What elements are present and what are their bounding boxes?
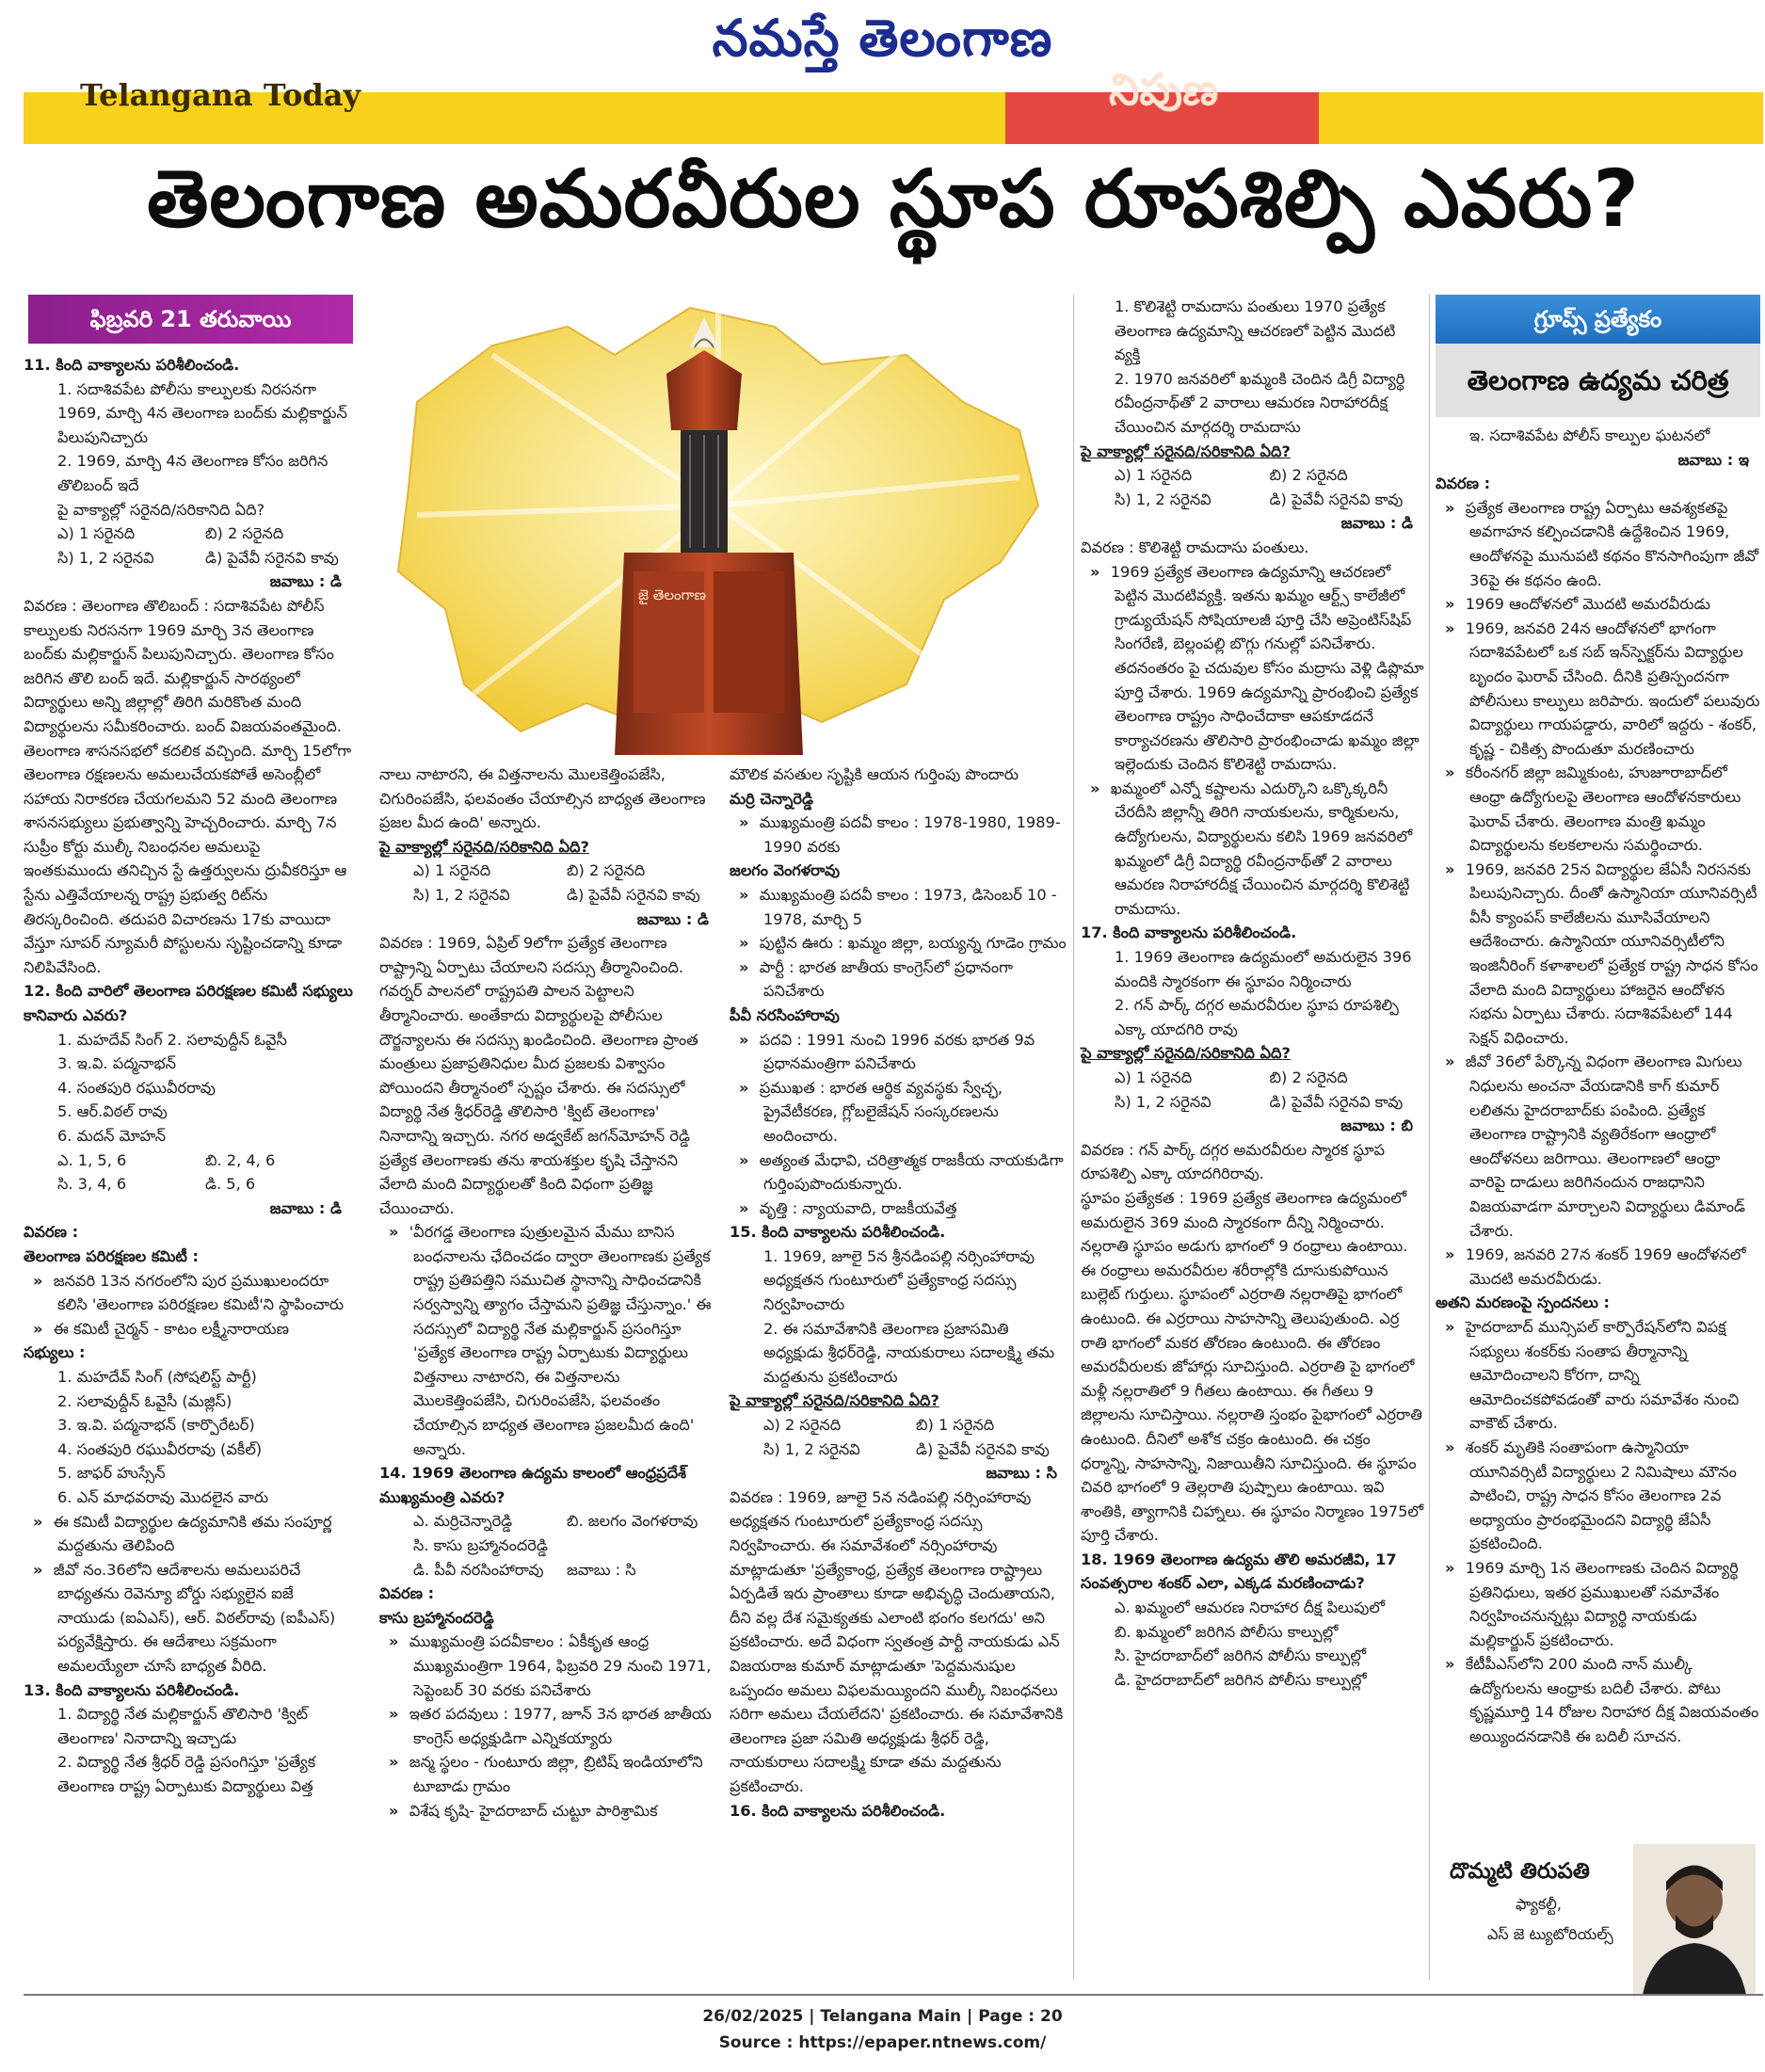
statement-text: సి. హైదరాబాద్‌లో జరిగిన పోలీసు కాల్పుల్లో — [1115, 1646, 1367, 1665]
statement-text: 1. 1969, జూలై 5న శ్రీనడింపల్లి నర్సింహారావు అధ్యక్షతన గుంటూరులో ప్రత్యేకాంధ్ర సదస్సు నిర్వహించారు — [763, 1246, 1035, 1314]
bullet-point: » జన్మ స్థలం - గుంటూరు జిల్లా, బ్రిటిష్ ఇండియాలోని టూబాడు గ్రామం — [379, 1750, 720, 1798]
groups-subtitle: తెలంగాణ ఉద్యమ చరిత్ర — [1436, 344, 1760, 417]
option-text: డి. పీవీ నరసింహారావు — [413, 1560, 544, 1579]
option-text: డి) పైవేవీ సరైనవి కావు — [205, 548, 339, 567]
answer-options — [1081, 488, 1424, 512]
bullet-point: » 'వీరగడ్డ తెలంగాణ పుత్రులమైన మేము బానిస బంధనాలను ఛేదించడం ద్వారా తెలంగాణకు ప్రత్యేక రాష్ట్ర ప్రతిపత్తిని సముచిత స్థానాన్ని సాధించడానికి సర్వస్వాన్ని త్యాగం చేస్తామని ప్రతిజ్ఞ చేస్తున్నాం.' ఈ సదస్సులో విద్యార్థి నేత మల్లికార్జున్ ప్రసంగిస్తూ 'ప్రత్యేక తెలంగాణ రాష్ట్ర ఏర్పాటుకు విద్యార్థులు విత్తనాలు నాటారని, ఈ విత్తనాలను మొలకెత్తింపజేసి, చిగురింపజేసి, ఫలవంతం చేయాల్సిన బాధ్యత తెలంగాణ ప్రజలమీద ఉంది' అన్నారు. — [379, 1220, 720, 1461]
option-text: సి) 1, 2 సరైనవి — [1115, 1092, 1211, 1111]
bullet-point: » 1969, జనవరి 24న ఆందోళనలో భాగంగా సదాశివపేటలో ఒక సబ్ ఇన్‌స్పెక్టర్‌ను విద్యార్థుల బృందం ఘెరావ్ చేసింది. దీనికి ప్రతిస్పందనగా పోలీసులు కాల్పులు జరిపారు. ఇందులో పలువురు విద్యార్థులు గాయపడ్డారు, వారిలో ఇద్దరు - శంకర్, కృష్ణ - చికిత్స పొందుతూ మరణించారు — [1436, 617, 1760, 762]
bullet-point: » 1969 ఆందోళనలో మొదటి అమరవీరుడు — [1436, 592, 1760, 617]
groups-special-tag: గ్రూప్స్ ప్రత్యేకం — [1436, 295, 1760, 344]
question-prompt: పై వాక్యాల్లో సరైనది/సరికానిది ఏది? — [379, 837, 589, 856]
option-text: సి) 1, 2 సరైనవి — [57, 548, 154, 567]
question-text: మర్రి చెన్నారెడ్డి — [730, 789, 813, 808]
question-text: 18. 1969 తెలంగాణ ఉద్యమ తొలి అమరజీవి, 17 సంవత్సరాల శంకర్ ఎలా, ఎక్కడ మరణించాడు? — [1081, 1550, 1397, 1593]
option-text: బి) 2 సరైనది — [567, 861, 646, 880]
question-text: కాసు బ్రహ్మానందరెడ్డి — [379, 1608, 494, 1627]
question-text: 16. కింది వాక్యాలను పరిశీలించండి. — [730, 1801, 946, 1820]
option-text: డి. 5, 6 — [205, 1175, 256, 1194]
masthead-title: నమస్తే తెలంగాణ — [712, 8, 1053, 68]
bullet-point: » శంకర్ మృతికి సంతాపంగా ఉస్మానియా యూనివర్సిటీ విద్యార్థులు 2 నిమిషాలు మౌనం పాటించి, రాష్ట్ర సాధన కోసం తెలంగాణ 2వ అధ్యాయం ప్రారంభమైందని విద్యార్థి జేఏసీ ప్రకటించింది. — [1436, 1436, 1760, 1556]
question-text: వివరణ : — [1436, 474, 1491, 493]
option-text: బి) 1 సరైనది — [916, 1416, 995, 1435]
question-text: 11. కింది వాక్యాలను పరిశీలించండి. — [24, 356, 240, 374]
answer-line: జవాబు : డి — [269, 1198, 342, 1217]
option-text: సి) 1, 2 సరైనవి — [763, 1439, 860, 1458]
bullet-point: » పదవి : 1991 నుంచి 1996 వరకు భారత 9వ ప్రధానమంత్రిగా పనిచేశారు — [730, 1028, 1068, 1076]
footer-divider — [24, 1994, 1763, 1996]
paragraph-text: మౌలిక వసతుల సృష్టికి ఆయన గుర్తింపు పొందారు — [730, 765, 1019, 783]
paragraph-text: నాలు నాటారని, ఈ విత్తనాలను మొలకెత్తింపజేసి, చిగురింపజేసి, ఫలవంతం చేయాల్సిన బాధ్యత తెలంగాణ ప్రజల మీద ఉంది' అన్నారు. — [379, 765, 706, 832]
option-text: బి. జలగం వెంగళరావు — [567, 1512, 698, 1531]
banner-mid-block — [1005, 64, 1319, 144]
statement-text: 3. ఇ.వి. పద్మనాభన్ (కార్పొరేటర్) — [57, 1416, 255, 1435]
bullet-point: » పార్టీ : భారత జాతీయ కాంగ్రెస్‌లో ప్రధానంగా పనిచేశారు — [730, 956, 1068, 1004]
statement-text: 1. మహదేవ్ సింగ్ 2. సలావుద్దీన్ ఓవైసీ — [57, 1030, 287, 1049]
option-text: బి. 2, 4, 6 — [205, 1150, 276, 1169]
footer-date-line: 26/02/2025 | Telangana Main | Page : 20 — [702, 2007, 1063, 2026]
column-1 — [24, 295, 353, 1799]
statement-text: 1. సదాశివపేట పోలీసు కాల్పులకు నిరసనగా 1969, మార్చి 4న తెలంగాణ బంద్‌కు మల్లికార్జున్ పిలుపునిచ్చారు — [57, 379, 347, 446]
answer-options — [24, 1172, 353, 1197]
column-3 — [730, 763, 1068, 1823]
option-text: బి) 2 సరైనది — [1269, 466, 1348, 485]
answer-options — [730, 1438, 1068, 1462]
answer-line: జవాబు : డి — [269, 572, 342, 591]
author-name: దొమ్మటి తిరుపతి — [1450, 1859, 1590, 1884]
section-tag: ఫిబ్రవరి 21 తరువాయి — [28, 295, 353, 344]
column-divider — [1429, 295, 1430, 1980]
bullet-point: » 1969 మార్చి 1న తెలంగాణకు చెందిన విద్యార్థి ప్రతినిధులు, ఇతర ప్రముఖులతో సమావేశం నిర్వహించనున్నట్లు విద్యార్థి నాయకుడు మల్లికార్జున్ ప్రకటించారు. — [1436, 1556, 1760, 1652]
avatar — [1633, 1844, 1756, 1995]
column-2 — [379, 763, 720, 1823]
statement-text: డి. హైదరాబాద్‌లో జరిగిన పోలీసు కాల్పుల్లో — [1115, 1670, 1367, 1689]
option-text: సి. 3, 4, 6 — [57, 1175, 127, 1194]
option-text: ఎ. మర్రిచెన్నారెడ్డి — [413, 1512, 513, 1531]
option-text: జవాబు : సి — [567, 1560, 636, 1579]
author-institute: ఎస్ జె ట్యుటోరియల్స్ — [1487, 1925, 1613, 1943]
answer-options — [379, 1509, 720, 1534]
bullet-point: » ప్రత్యేక తెలంగాణ రాష్ట్ర ఏర్పాటు ఆవశ్యకతపై అవగాహన కల్పించడానికి ఉద్దేశించిన 1969, ఆందోళనపై మునుపటి కథనం కొనసాగింపుగా జీవో 36పై ఈ కథనం ఉంది. — [1436, 496, 1760, 592]
statement-text: 2. గన్ పార్క్ దగ్గర అమరవీరుల స్థూప రూపశిల్పి ఎక్కా యాదగిరి రావు — [1115, 996, 1399, 1038]
question-text: వివరణ : — [379, 1584, 435, 1603]
statement-text: 5. జాఫర్ హుస్సేన్ — [57, 1464, 166, 1483]
memorial-illustration — [379, 289, 1052, 755]
option-text: ఎ) 1 సరైనది — [1115, 1068, 1193, 1086]
answer-line: జవాబు : డి — [636, 909, 709, 928]
paragraph-text: వివరణ : తెలంగాణ తొలిబంద్ : సదాశివపేట పోలీస్ కాల్పులకు నిరసనగా 1969 మార్చి 3న తెలంగాణ బంద్‌కు మల్లికార్జున్ పిలుపునిచ్చారు. తెలంగాణ కోసం జరిగిన తొలి బంద్ ఇదే. మల్లికార్జున్ సారథ్యంలో విద్యార్థులు అన్ని జిల్లాల్లో తిరిగి మరికొంత మంది విద్యార్థులను సమీకరించారు. బంద్ విజయవంతమైంది. తెలంగాణ శాసనసభలో కదలిక వచ్చింది. మార్చి 15లోగా తెలంగాణ రక్షణలను అమలుచేయకపోతే అసెంబ్లీలో సహాయ నిరాకరణ చేయగలమని 52 మంది తెలంగాణ శాసనసభ్యులు ప్రభుత్వాన్ని హెచ్చరించారు. మార్చి 7న సుప్రీం కోర్టు ముల్కీ నిబంధనల అమలుపై ఇంతకుముందు తనిచ్చిన స్టే ఉత్తర్వులను ద్రువీకరిస్తూ ఆ స్టేను ఎత్తివేయాలన్న రాష్ట్ర ప్రభుత్వ రిట్‌ను తిరస్కరించింది. తదుపరి విచారణను 17కు వాయిదా వేస్తూ సూపర్ న్యూమరీ పోస్టులను సృష్టించడాన్ని కూడా నిలిపివేసింది. — [24, 596, 352, 976]
question-text: సభ్యులు : — [24, 1343, 86, 1362]
option-text: డి) పైవేవీ సరైనవి కావు — [916, 1439, 1050, 1458]
statement-text: 6. ఎన్ మాధవరావు మొదలైన వారు — [57, 1487, 269, 1506]
option-text: బి) 2 సరైనది — [205, 524, 284, 543]
bullet-point: » వృత్తి : న్యాయవాది, రాజకీయవేత్త — [730, 1197, 1068, 1221]
question-text: 13. కింది వాక్యాలను పరిశీలించండి. — [24, 1680, 240, 1699]
answer-options — [1081, 1090, 1424, 1115]
statement-text: పై వాక్యాల్లో సరైనది/సరికానిది ఏది? — [57, 500, 265, 519]
question-text: తెలంగాణ పరిరక్షణల కమిటీ : — [24, 1246, 200, 1265]
bullet-point: » ముఖ్యమంత్రి పదవీ కాలం : 1978-1980, 1989-1990 వరకు — [730, 811, 1068, 859]
bullet-point: » ఖమ్మంలో ఎన్నో కష్టాలను ఎదుర్కొని ఒక్కొక్కరినీ చేరదీసి జిల్లాన్నీ తిరిగి నాయకులను, కార్మికులను, ఉద్యోగులను, విద్యార్థులను కలిసి 1969 జనవరిలో ఖమ్మంలో డిగ్రీ విద్యార్థి రవీంద్రనాథ్‌తో 2 వారాలు ఆమరణ నిరాహారదీక్ష చేయించిన మార్గదర్శి కొలిశెట్టి రామదాసు. — [1081, 777, 1424, 922]
statement-text: 2. 1970 జనవరిలో ఖమ్మంకి చెందిన డిగ్రీ విద్యార్థి రవీంద్రనాథ్‌తో 2 వారాలు ఆమరణ నిరాహారదీక్ష చేయించిన మార్గదర్శి రామదాసు — [1115, 369, 1405, 436]
answer-options — [24, 522, 353, 546]
column-2-body — [379, 763, 720, 1823]
answer-options — [24, 546, 353, 570]
bullet-point: » ఈ కమిటీ చైర్మన్ - కాటం లక్ష్మీనారాయణ — [24, 1317, 353, 1341]
bullet-point: » జనవరి 13న నగరంలోని పుర ప్రముఖులందరూ కలిసి 'తెలంగాణ పరిరక్షణల కమిటీ'ని స్థాపించారు — [24, 1269, 353, 1317]
question-text: 12. కింది వారిలో తెలంగాణ పరిరక్షణల కమిటీ సభ్యులు కానివారు ఎవరు? — [24, 982, 353, 1025]
statement-text: 3. ఇ.వి. పద్మనాభన్ — [57, 1054, 177, 1073]
option-text: ఎ) 1 సరైనది — [57, 524, 136, 543]
paragraph-text: వివరణ : 1969, ఏప్రిల్ 9లోగా ప్రత్యేక తెలంగాణ రాష్ట్రాన్ని ఏర్పాటు చేయాలని సదస్సు తీర్మానించింది. గవర్నర్ పాలనలో రాష్ట్రపతి పాలన పెట్టాలని తీర్మానించారు. అంతేకాదు విద్యార్థులపై పోలీసుల దౌర్జన్యాలను ఈ సదస్సు ఖండించింది. తెలంగాణ ప్రాంత మంత్రులు ప్రజాప్రతినిధుల మీద ప్రజలకు విశ్వాసం పోయిందని తీర్మానంలో స్పష్టం చేశారు. ఈ సదస్సులో విద్యార్థి నేత శ్రీధర్‌రెడ్డి తొలిసారి 'క్విట్ తెలంగాణ' నినాదాన్ని ఇచ్చారు. నగర అడ్వకేట్ జగన్‌మోహన్ రెడ్డి ప్రత్యేక తెలంగాణకు తను శాయశక్తుల కృషి చేస్తానని వేలాది మంది విద్యార్థులతో కింది విధంగా ప్రతిజ్ఞ చేయించారు. — [379, 934, 698, 1217]
answer-options — [24, 1148, 353, 1173]
bullet-point: » 1969 ప్రత్యేక తెలంగాణ ఉద్యమాన్ని ఆచరణలో పెట్టిన మొదటివ్యక్తి. ఇతను ఖమ్మం ఆర్ట్స్ కాలేజీలో గ్రాడ్యుయేషన్ సోషియాలజీ పూర్తి చేసి అప్రెంటిస్‌షిప్ సింగరేణి, బెల్లంపల్లి బొగ్గు గనుల్లో పనిచేశారు. తదనంతరం పై చదువుల కోసం మద్రాసు వెళ్లి డిప్లొమా పూర్తి చేశారు. 1969 ఉద్యమాన్ని ప్రారంభించి ప్రత్యేక తెలంగాణ రాష్ట్రం సాధించేదాకా ఆపకూడదనే కార్యాచరణను తొలిసారి ప్రారంభించాడు ఖమ్మం జిల్లా ఇల్లెందుకు చెందిన కొలిశెట్టి రామదాసు. — [1081, 560, 1424, 777]
paragraph-text: వివరణ : 1969, జూలై 5న నడింపల్లి నర్సింహారావు అధ్యక్షతన గుంటూరులో ప్రత్యేకాంధ్ర సదస్సు నిర్వహించారు. ఈ సమావేశంలో నర్సింహారావు మాట్లాడుతూ 'ప్రత్యేకాంధ్ర, ప్రత్యేక తెలంగాణ రాష్ట్రాలు ఏర్పడితే ఇరు ప్రాంతాలు కూడా అభివృద్ధి చెందుతాయని, దీని వల్ల దేశ సమైక్యతకు ఎలాంటి భంగం కలగదు' అని ప్రకటించారు. అదే విధంగా స్వతంత్ర పార్టీ నాయకుడు ఎన్ విజయరాజ కుమార్ మాట్లాడుతూ 'పెద్దమనుషుల ఒప్పందం అమలు విఫలమయ్యిందని ముల్కీ నిబంధనలు సరిగా అమలు చేయలేదని' ప్రకటించారు. ఈ సమావేశానికి తెలంగాణ ప్రజా సమితి అధ్యక్షుడు శ్రీధర్ రెడ్డి, నాయకురాలు సదాలక్ష్మి కూడా తమ మద్దతును ప్రకటించారు. — [730, 1487, 1064, 1795]
banner-left-text: Telangana Today — [80, 77, 361, 113]
question-text: 17. కింది వాక్యాలను పరిశీలించండి. — [1081, 924, 1297, 942]
author-box — [1440, 1840, 1763, 2000]
statement-text: 2. 1969, మార్చి 4న తెలంగాణ కోసం జరిగిన తొలిబంద్ ఇదే — [57, 452, 329, 494]
statement-text: 2. విద్యార్థి నేత శ్రీధర్ రెడ్డి ప్రసంగిస్తూ 'ప్రత్యేక తెలంగాణ రాష్ట్ర ఏర్పాటుకు విద్యార్థులు విత్త — [57, 1753, 316, 1796]
statement-text: 2. సలావుద్దీన్ ఓవైసీ (మజ్లిస్) — [57, 1391, 233, 1410]
statement-text: 1. కొలిశెట్టి రామదాసు పంతులు 1970 ప్రత్యేక తెలంగాణ ఉద్యమాన్ని ఆచరణలో పెట్టిన మొదటి వ్యక్తి — [1115, 297, 1396, 364]
page-headline: తెలంగాణ అమరవీరుల స్థూప రూపశిల్పి ఎవరు? — [146, 153, 1641, 245]
option-text: బి) 2 సరైనది — [1269, 1068, 1348, 1086]
banner-mid-text: నిపుణ — [1109, 64, 1219, 115]
question-text: 15. కింది వాక్యాలను పరిశీలించండి. — [730, 1223, 946, 1242]
bullet-point: » 1969, జనవరి 25న విద్యార్థుల జేఏసీ నిరసనకు పిలుపునిచ్చారు. దీంతో ఉస్మానియా యూనివర్సిటీ వీసీ క్యాంపస్ కాలేజీలను మూసివేయాలని ఆదేశించారు. ఉస్మానియా యూనివర్సిటీలోని ఇంజినీరింగ్ కళాశాలలో ప్రత్యేక రాష్ట్ర సాధన కోసం వేలాది మంది విద్యార్థులు హాజరైన ఆందోళన సభను ఏర్పాటు చేశారు. సదాశివపేటలో 144 సెక్షన్ విధించారు. — [1436, 858, 1760, 1051]
paragraph-text: వివరణ : కొలిశెట్టి రామదాసు పంతులు. — [1081, 538, 1309, 556]
paragraph-text: స్థూపం ప్రత్యేకత : 1969 ప్రత్యేక తెలంగాణ ఉద్యమంలో అమరులైన 369 మంది స్మారకంగా దీన్ని నిర్మించారు. నల్లరాతి స్థూపం అడుగు భాగంలో 9 రంధ్రాలు ఉంటాయి. ఈ రంధ్రాలు అమరవీరుల శరీరాల్లోకి దూసుకుపోయిన బుల్లెట్ గుర్తులు. స్థూపంలో ఎర్రరాతి నల్లరాతిపై భాగంలో ఉంటుంది. ఈ ఎర్రరాయి సాహసాన్ని తెలుపుతుంది. ఎర్ర రాతి భాగంలో మకర తోరణం ఉంటుంది. ఈ తోరణం అమరవీరులకు జోహార్లు సూచిస్తుంది. ఎర్రరాతి పై భాగంలో మళ్లీ నల్లరాతిలో 9 గీతలు ఉంటాయి. ఈ గీతలు 9 జిల్లాలను సూచిస్తాయి. నల్లరాతి స్తంభం పైభాగంలో ఎర్రరాతి ఉంటుంది. దీనిలో అశోక చక్రం ఉంటుంది. ఈ చక్రం ధర్మాన్ని, సాహసాన్ని, నిజాయితీని సూచిస్తుంది. ఈ స్థూపం చివరి భాగంలో 9 తెల్లరాతి పుష్పాలు ఉంటాయి. ఇవి శాంతికి, త్యాగానికి చిహ్నాలు. ఈ స్థూపం నిర్మాణం 1975లో పూర్తి చేశారు. — [1081, 1188, 1424, 1545]
question-text: పీవీ నరసింహారావు — [730, 1005, 840, 1024]
option-text: డి) పైవేవీ సరైనవి కావు — [1269, 490, 1404, 508]
author-role: ఫ్యాకల్టీ, — [1516, 1895, 1562, 1913]
statement-text: 6. మదన్ మోహన్ — [57, 1127, 166, 1145]
statement-text: ఇ. సదాశివపేట పోలీస్ కాల్పుల ఘటనలో — [1469, 426, 1710, 444]
answer-options — [379, 859, 720, 883]
bullet-point: » ముఖ్యమంత్రి పదవీ కాలం : 1973, డిసెంబర్ 10 - 1978, మార్చి 5 — [730, 883, 1068, 931]
bullet-point: » విశేష కృషి- హైదరాబాద్ చుట్టూ పారిశ్రామిక — [379, 1799, 720, 1823]
column-1-body — [24, 353, 353, 1799]
question-text: జలగం వెంగళరావు — [730, 861, 841, 880]
statement-text: 5. ఆర్.విఠల్ రావు — [57, 1102, 168, 1121]
bullet-point: » కేటీపీఎస్‌లోని 200 మంది నాన్ ముల్కీ ఉద్యోగులను ఆంధ్రాకు బదిలీ చేశారు. పోటు కృష్ణమూర్తి 14 రోజుల నిరాహార దీక్ష విజయవంతం అయ్యిందనడానికి ఈ బదిలీ సూచన. — [1436, 1652, 1760, 1748]
answer-line: జవాబు : సి — [986, 1464, 1057, 1483]
answer-options — [1081, 1066, 1424, 1090]
bullet-point: » 1969, జనవరి 27న శంకర్ 1969 ఆందోళనలో మొదటి అమరవీరుడు. — [1436, 1243, 1760, 1291]
bullet-point: » ప్రముఖత : భారత ఆర్థిక వ్యవస్థకు స్వేచ్ఛ, ప్రైవేటీకరణ, గ్లోబలైజేషన్ సంస్కరణలను అందించారు. — [730, 1076, 1068, 1148]
answer-line: జవాబు : డి — [1340, 514, 1413, 533]
question-prompt: పై వాక్యాల్లో సరైనది/సరికానిది ఏది? — [730, 1391, 939, 1410]
option-text: డి) పైవేవీ సరైనవి కావు — [1269, 1092, 1404, 1111]
option-text: డి) పైవేవీ సరైనవి కావు — [567, 885, 700, 904]
bullet-point: » కరీంనగర్ జిల్లా జమ్మికుంట, హుజూరాబాద్‌లో ఆంధ్రా ఉద్యోగులపై తెలంగాణ ఆందోళనకారులు ఘెరావ్ చేశారు. తెలంగాణ మంత్రి ఖమ్మం విద్యార్థులను కలకలాలను సమర్థించారు. — [1436, 761, 1760, 857]
footer-source-line: Source : https://epaper.ntnews.com/ — [718, 2033, 1047, 2052]
question-text: 14. 1969 తెలంగాణ ఉద్యమ కాలంలో ఆంధ్రప్రదేశ్ ముఖ్యమంత్రి ఎవరు? — [379, 1464, 687, 1506]
statement-text: 1. 1969 తెలంగాణ ఉద్యమంలో అమరులైన 396 మందికి స్మారకంగా ఈ స్థూపం నిర్మించారు — [1115, 948, 1412, 990]
bullet-point: » హైదరాబాద్ మున్సిపల్ కార్పొరేషన్‌లోని విపక్ష సభ్యులు శంకర్‌కు సంతాప తీర్మానాన్ని ఆమోదించాలని కోరగా, దాన్ని ఆమోదించకపోవడంతో వారు సమావేశం నుంచి వాకౌట్ చేశారు. — [1436, 1315, 1760, 1436]
question-prompt: పై వాక్యాల్లో సరైనది/సరికానిది ఏది? — [1081, 1044, 1291, 1063]
bullet-point: » పుట్టిన ఊరు : ఖమ్మం జిల్లా, బయ్యన్న గూడెం గ్రామం — [730, 931, 1068, 956]
option-text: సి) 1, 2 సరైనవి — [1115, 490, 1211, 508]
paragraph-text: వివరణ : గన్ పార్క్ దగ్గర అమరవీరుల స్మారక స్థూప రూపశిల్పి ఎక్కా యాదగిరిరావు. — [1081, 1140, 1386, 1183]
statement-text: 2. ఈ సమావేశానికి తెలంగాణ ప్రజాసమితి అధ్యక్షుడు శ్రీధర్‌రెడ్డి, నాయకురాలు సదాలక్ష్మి తమ మద్దతును ప్రకటించారు — [763, 1319, 1055, 1386]
bullet-point: » ఈ కమిటీ విద్యార్థుల ఉద్యమానికి తమ సంపూర్ణ మద్దతును తెలిపింది — [24, 1510, 353, 1558]
martyrs-memorial-photo — [379, 289, 1052, 755]
answer-options — [379, 883, 720, 908]
statement-text: బి. ఖమ్మంలో జరిగిన పోలీసు కాల్పుల్లో — [1115, 1622, 1339, 1641]
statement-text: 1. మహదేవ్ సింగ్ (సోషలిస్ట్ పార్టీ) — [57, 1367, 257, 1386]
question-prompt: పై వాక్యాల్లో సరైనది/సరికానిది ఏది? — [1081, 442, 1291, 460]
question-text: వివరణ : — [24, 1223, 79, 1242]
top-banner — [24, 64, 1763, 144]
statement-text: 4. సంతపురి రఘువీరరావు (వకీల్) — [57, 1439, 263, 1458]
bullet-point: » ముఖ్యమంత్రి పదవీకాలం : ఏకీకృత ఆంధ్ర ముఖ్యమంత్రిగా 1964, ఫిబ్రవరి 29 నుంచి 1971, సెప్టెంబర్ 30 వరకు పనిచేశారు — [379, 1630, 720, 1702]
column-divider — [1073, 295, 1074, 1980]
option-text: ఎ. 1, 5, 6 — [57, 1150, 127, 1169]
bullet-point: » ఇతర పదవులు : 1977, జూన్ 3న భారత జాతీయ కాంగ్రెస్ అధ్యక్షుడిగా ఎన్నికయ్యారు — [379, 1702, 720, 1750]
bullet-point: » జీవో నం.36లోని ఆదేశాలను అమలుపరిచే బాధ్యతను రెవెన్యూ బోర్డు సభ్యులైన ఐజే నాయుడు (ఐఏఎస్), ఆర్. విఠల్‌రావు (ఐపీఎస్) పర్యవేక్షిస్తారు. ఈ ఆదేశాలు సక్రమంగా అమలయ్యేలా చూసే బాధ్యత వీరిది. — [24, 1558, 353, 1678]
column-4-body — [1081, 295, 1424, 1692]
bullet-point: » అత్యంత మేధావి, చరిత్రాత్మక రాజకీయ నాయకుడిగా గుర్తింపుపొందుకున్నారు. — [730, 1148, 1068, 1197]
answer-options — [730, 1413, 1068, 1438]
option-text: ఎ) 1 సరైనది — [1115, 466, 1193, 485]
statement-text: 4. సంతపురి రఘువీరరావు — [57, 1078, 216, 1097]
statement-text: సి. కాసు బ్రహ్మానందరెడ్డి — [413, 1536, 548, 1554]
bullet-point: » జీవో 36లో పేర్కొన్న విధంగా తెలంగాణ మిగులు నిధులను అంచనా వేయడానికి కాగ్ కుమార్ లలితను హైదరాబాద్‌కు పంపింది. ప్రత్యేక తెలంగాణ రాష్ట్రానికి వ్యతిరేకంగా ఆంధ్రాలో ఆందోళనలు జరిగాయి. తెలంగాణలో ఆంధ్రా వారిపై దాడులు జరిగినందున రాజధానిని విజయవాడగా మార్చాలని విద్యార్థులు డిమాండ్ చేశారు. — [1436, 1050, 1760, 1243]
memorial-inscription: జై తెలంగాణ — [638, 586, 706, 603]
column-4 — [1081, 295, 1424, 1692]
statement-text: ఎ. ఖమ్మంలో ఆమరణ నిరాహార దీక్ష పిలుపులో — [1115, 1598, 1386, 1617]
question-text: అతని మరణంపై స్పందనలు : — [1436, 1293, 1611, 1312]
answer-options — [379, 1558, 720, 1582]
statement-text: 1. విద్యార్థి నేత మల్లికార్జున్ తొలిసారి 'క్విట్ తెలంగాణ' నినాదాన్ని ఇచ్చాడు — [57, 1705, 308, 1747]
answer-line: జవాబు : బి — [1340, 1116, 1413, 1135]
column-3-body — [730, 763, 1068, 1823]
option-text: సి) 1, 2 సరైనవి — [413, 885, 510, 904]
answer-line: జవాబు : ఇ — [1677, 450, 1749, 469]
answer-options — [1081, 463, 1424, 488]
author-photo — [1633, 1844, 1756, 1995]
option-text: ఎ) 2 సరైనది — [763, 1416, 842, 1435]
column-5 — [1436, 424, 1760, 1749]
option-text: ఎ) 1 సరైనది — [413, 861, 491, 880]
column-5-body — [1436, 424, 1760, 1749]
